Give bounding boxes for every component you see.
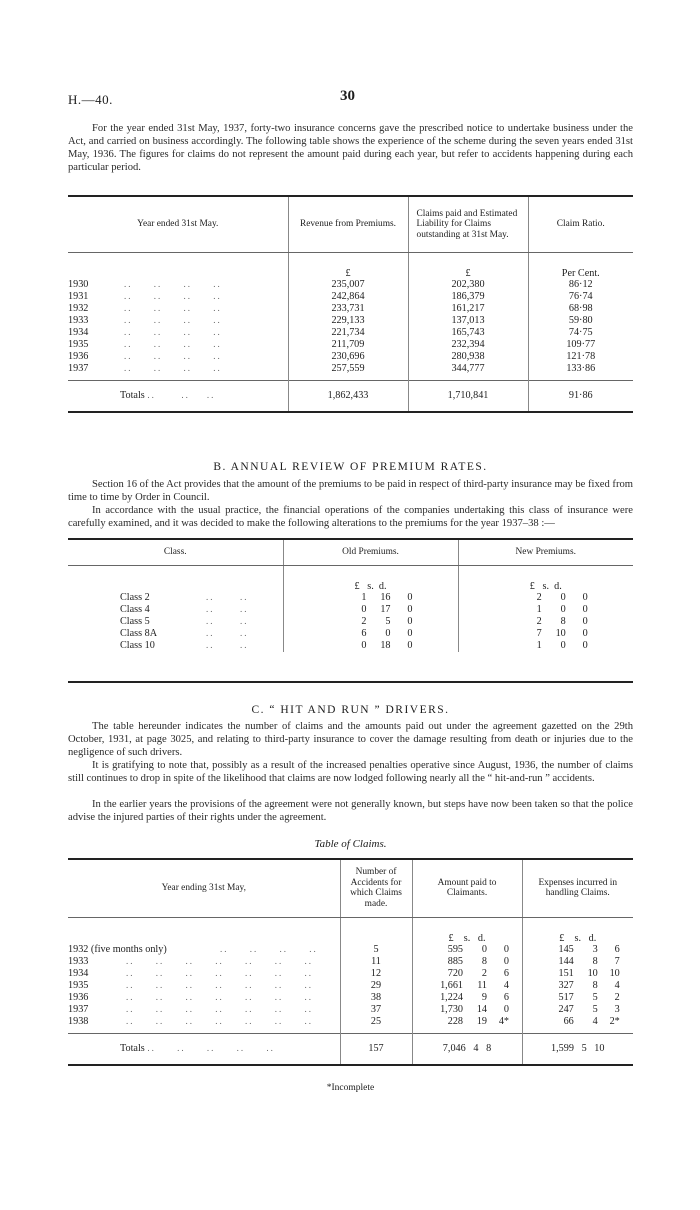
claims-cell: 232,394 [408, 339, 528, 351]
accidents-cell: 5 [340, 944, 412, 956]
leader-dots: .. .. .. .. .. .. .. [126, 1004, 313, 1014]
leader-dots: .. .. .. .. [124, 327, 222, 337]
class-cell [68, 604, 283, 616]
year-value: 1934 [68, 327, 89, 338]
accidents-cell: 38 [340, 992, 412, 1004]
header-revenue: Revenue from Premiums. [288, 196, 408, 252]
pence-value: 0 [407, 592, 413, 603]
ratio-cell: 74·75 [528, 327, 633, 339]
pence-value: 2* [609, 1015, 620, 1027]
pence-value: 10 [609, 968, 620, 979]
new-premium-cell [458, 640, 633, 652]
totals-row: Totals .. .. .. .. .. 157 7,046 4 8 1,599 5 10 [68, 1033, 633, 1065]
year-value: 1935 [68, 980, 89, 991]
pounds-value: 6 [361, 628, 367, 639]
leader-dots: .. .. .. .. .. .. .. [126, 992, 313, 1002]
class-cell [68, 640, 283, 652]
pence-value: 0 [503, 956, 509, 967]
header-expenses: Expenses incurred in handling Claims. [522, 859, 633, 917]
year-value: 1936 [68, 351, 89, 362]
new-premium-cell [458, 616, 633, 628]
claim-ratio-table [68, 195, 633, 413]
revenue-cell: 230,696 [288, 351, 408, 363]
shillings-value: 0 [560, 640, 566, 651]
pence-value: 0 [407, 616, 413, 627]
class-value: Class 5 [120, 616, 150, 627]
amount-paid-cell [412, 992, 522, 1004]
totals-revenue: 1,862,433 [288, 380, 408, 412]
year-cell [68, 291, 288, 303]
table-row [68, 303, 633, 315]
leader-dots: .. .. [206, 628, 249, 638]
class-value: Class 4 [120, 604, 150, 615]
pence-value: 6 [503, 968, 509, 979]
pounds-value: 247 [558, 1004, 574, 1015]
old-premium-cell [283, 640, 458, 652]
class-value: Class 8A [120, 628, 158, 639]
leader-dots: .. .. .. .. [124, 291, 222, 301]
page-header [68, 88, 633, 108]
pounds-value: 1 [361, 592, 367, 603]
unit-claims: £ [408, 252, 528, 279]
expenses-cell [522, 1016, 633, 1034]
pence-value: 0 [582, 592, 588, 603]
intro-paragraph: For the year ended 31st May, 1937, forty-two insurance concerns gave the prescribed notice to undertake business under the Act, and carried on business accordingly. The following table shows the experience of the scheme during the seven years ended 31st May, 1936. The figures for claims do not represent the amount paid during each year, but refer to accidents happening during each particular period. [68, 123, 633, 173]
table-row [68, 351, 633, 363]
accidents-cell: 37 [340, 1004, 412, 1016]
leader-dots: .. .. .. .. [124, 339, 222, 349]
unit-pound: £ [529, 580, 535, 592]
amount-paid-cell [412, 1016, 522, 1034]
expenses-cell [522, 992, 633, 1004]
pence-value: 0 [582, 604, 588, 615]
claims-cell: 186,379 [408, 291, 528, 303]
claims-cell: 344,777 [408, 363, 528, 381]
pounds-value: 1,730 [440, 1004, 463, 1015]
pence-value: 4 [614, 980, 620, 991]
totals-claims: 1,710,841 [408, 380, 528, 412]
expenses-cell [522, 1004, 633, 1016]
table-row [68, 1016, 633, 1034]
header-year: Year ended 31st May. [68, 196, 288, 252]
year-cell [68, 956, 340, 968]
year-cell [68, 339, 288, 351]
shillings-value: 16 [380, 592, 391, 603]
year-value: 1936 [68, 992, 89, 1003]
shillings-value: 0 [560, 592, 566, 603]
totals-ratio: 91·86 [528, 380, 633, 412]
pounds-value: 1 [536, 604, 542, 615]
revenue-cell: 221,734 [288, 327, 408, 339]
leader-dots: .. .. .. .. .. .. .. [126, 956, 313, 966]
class-cell [68, 616, 283, 628]
pounds-value: 327 [558, 980, 574, 991]
amount-paid-cell [412, 968, 522, 980]
header-new-premiums: New Premiums. [458, 539, 633, 565]
year-value: 1935 [68, 339, 89, 350]
shillings-value: 10 [555, 628, 566, 639]
table-row [68, 968, 633, 980]
shillings-value: 0 [560, 604, 566, 615]
unit-paid-lsd [412, 917, 522, 944]
pounds-value: 2 [361, 616, 367, 627]
table-row [68, 327, 633, 339]
shillings-value: 8 [592, 956, 598, 967]
class-cell [68, 592, 283, 604]
totals-accidents: 157 [340, 1033, 412, 1065]
leader-dots: .. .. .. .. .. .. .. [126, 1015, 313, 1026]
revenue-cell: 229,133 [288, 315, 408, 327]
accidents-cell: 12 [340, 968, 412, 980]
unit-pound: £ [559, 932, 565, 944]
pence-value: 3 [614, 1004, 620, 1015]
ratio-cell: 109·77 [528, 339, 633, 351]
ratio-cell: 86·12 [528, 279, 633, 291]
expenses-cell [522, 956, 633, 968]
section-b-para-2: In accordance with the usual practice, the financial operations of the companies undertaking this class of insurance were carefully examined, and it was decided to make the following alterations to the premiums for the year 1937–38 :— [68, 505, 633, 529]
amount-paid-cell [412, 980, 522, 992]
new-premium-cell [458, 628, 633, 640]
leader-dots: .. .. .. .. .. .. .. [126, 968, 313, 978]
table-row [68, 363, 633, 381]
year-cell [68, 363, 288, 381]
expenses-cell [522, 944, 633, 956]
header-year-ending: Year ending 31st May, [68, 859, 340, 917]
section-b-para-1: Section 16 of the Act provides that the amount of the premiums to be paid in respect of third-party insurance may be fixed from time to time by Order in Council. [68, 479, 634, 503]
unit-old-lsd [283, 565, 458, 592]
header-old-premiums: Old Premiums. [283, 539, 458, 565]
pence-value: 0 [407, 604, 413, 615]
pounds-value: 66 [563, 1015, 574, 1027]
footnote: *Incomplete [326, 1083, 375, 1093]
table-row [68, 279, 633, 291]
premiums-table-bottom-rule [68, 681, 633, 683]
document-code: H.—40. [68, 92, 113, 107]
leader-dots: .. .. .. .. [124, 351, 222, 361]
shillings-value: 5 [385, 616, 391, 627]
amount-paid-cell [412, 944, 522, 956]
section-b-title: B. ANNUAL REVIEW OF PREMIUM RATES. [213, 461, 488, 473]
pence-value: 2 [614, 992, 620, 1003]
pounds-value: 0 [361, 604, 367, 615]
unit-pence: d. [477, 932, 486, 944]
header-claims: Claims paid and Estimated Liability for Claims outstanding at 31st May. [408, 196, 528, 252]
totals-label: Totals [120, 1043, 145, 1054]
claims-cell: 161,217 [408, 303, 528, 315]
ratio-cell: 121·78 [528, 351, 633, 363]
table-row [68, 604, 633, 616]
unit-ratio: Per Cent. [528, 252, 633, 279]
shillings-value: 3 [592, 944, 598, 955]
year-value: 1937 [68, 362, 89, 374]
unit-pound: £ [354, 580, 360, 592]
leader-dots: .. .. [206, 604, 249, 614]
year-value: 1937 [68, 1004, 89, 1015]
shillings-value: 5 [592, 1004, 598, 1015]
leader-dots: .. .. .. .. [124, 303, 222, 313]
pounds-value: 145 [558, 944, 574, 955]
year-cell [68, 279, 288, 291]
year-value: 1933 [68, 315, 89, 326]
pounds-value: 2 [536, 616, 542, 627]
pence-value: 0 [407, 640, 413, 651]
pence-value: 7 [614, 956, 620, 967]
pence-value: 4 [503, 980, 509, 991]
accidents-cell: 29 [340, 980, 412, 992]
table-row [68, 956, 633, 968]
unit-pence: d. [554, 580, 562, 592]
claims-cell: 137,013 [408, 315, 528, 327]
table-row [68, 592, 633, 604]
table-row [68, 315, 633, 327]
claims-cell: 202,380 [408, 279, 528, 291]
table-row [68, 980, 633, 992]
pounds-value: 1 [536, 640, 542, 651]
revenue-cell: 211,709 [288, 339, 408, 351]
leader-dots: .. .. .. .. [124, 315, 222, 325]
unit-pound: £ [448, 932, 454, 944]
leader-dots: .. .. [206, 592, 249, 602]
section-c-title: C. “ HIT AND RUN ” DRIVERS. [251, 704, 450, 716]
pounds-value: 517 [558, 992, 574, 1003]
totals-expenses: 1,599 5 10 [522, 1033, 633, 1065]
shillings-value: 18 [380, 640, 391, 651]
totals-paid: 7,046 4 8 [412, 1033, 522, 1065]
year-value: 1938 [68, 1015, 89, 1027]
table-row [68, 616, 633, 628]
pounds-value: 2 [536, 592, 542, 603]
pence-value: 0 [582, 616, 588, 627]
revenue-cell: 233,731 [288, 303, 408, 315]
ratio-cell: 133·86 [528, 363, 633, 381]
old-premium-cell [283, 616, 458, 628]
shillings-value: 14 [476, 1004, 487, 1015]
shillings-value: 0 [385, 628, 391, 639]
premiums-table [68, 538, 633, 652]
accidents-cell: 25 [340, 1016, 412, 1034]
pounds-value: 595 [447, 944, 463, 955]
unit-expenses-lsd [522, 917, 633, 944]
table-row [68, 339, 633, 351]
leader-dots: .. .. .. .. [124, 362, 222, 373]
unit-new-lsd [458, 565, 633, 592]
section-c-para-1: The table hereunder indicates the number of claims and the amounts paid out under the agreement gazetted on the 29th October, 1931, at page 3025, and relating to third-party insurance to cover the damage resulting from death or injuries due to the negligence of such drivers. [68, 721, 633, 758]
class-value: Class 2 [120, 592, 150, 603]
page-number: 30 [340, 88, 355, 104]
unit-pence: d. [588, 932, 597, 944]
section-c-para-3: In the earlier years the provisions of the agreement were not generally known, but steps have now been taken so that the police advise the injured parties of their rights under the agreement. [68, 799, 633, 823]
year-cell [68, 351, 288, 363]
pence-value: 0 [503, 1004, 509, 1015]
pence-value: 4* [498, 1015, 509, 1027]
expenses-cell [522, 968, 633, 980]
year-value: 1931 [68, 291, 89, 302]
unit-shilling: s. [463, 932, 471, 944]
shillings-value: 2 [481, 968, 487, 979]
totals-row: Totals .. .. .. 1,862,433 1,710,841 91·86 [68, 380, 633, 412]
pounds-value: 228 [447, 1015, 463, 1027]
claims-cell: 165,743 [408, 327, 528, 339]
amount-paid-cell [412, 1004, 522, 1016]
table-row [68, 1004, 633, 1016]
pounds-value: 720 [447, 968, 463, 979]
shillings-value: 0 [481, 944, 487, 955]
shillings-value: 8 [560, 616, 566, 627]
table-row [68, 992, 633, 1004]
ratio-cell: 76·74 [528, 291, 633, 303]
year-cell [68, 327, 288, 339]
section-c-para-2: It is gratifying to note that, possibly as a result of the increased penalties operative since August, 1936, the number of claims still continues to drop in spite of the likelihood that claims are now lodged following nearly all the “ hit-and-run ” accidents. [68, 760, 633, 784]
unit-revenue: £ [288, 252, 408, 279]
table-row [68, 291, 633, 303]
table-row [68, 944, 633, 956]
pence-value: 0 [582, 628, 588, 639]
expenses-cell [522, 980, 633, 992]
table-row [68, 628, 633, 640]
header-ratio: Claim Ratio. [528, 196, 633, 252]
pence-value: 0 [582, 640, 588, 651]
old-premium-cell [283, 628, 458, 640]
pounds-value: 1,224 [440, 992, 463, 1003]
new-premium-cell [458, 592, 633, 604]
pence-value: 6 [614, 944, 620, 955]
pounds-value: 7 [536, 628, 542, 639]
year-cell [68, 944, 340, 956]
year-cell [68, 968, 340, 980]
unit-pence: d. [378, 580, 387, 592]
header-amount-paid: Amount paid to Claimants. [412, 859, 522, 917]
new-premium-cell [458, 604, 633, 616]
year-cell [68, 303, 288, 315]
leader-dots: .. .. .. .. [124, 279, 222, 289]
revenue-cell: 235,007 [288, 279, 408, 291]
shillings-value: 5 [592, 992, 598, 1003]
leader-dots: .. .. [206, 640, 249, 650]
pounds-value: 144 [558, 956, 574, 967]
pounds-value: 885 [447, 956, 463, 967]
year-cell [68, 1004, 340, 1016]
class-cell [68, 628, 283, 640]
leader-dots: .. .. .. .. .. .. .. [126, 980, 313, 990]
year-cell [68, 1016, 340, 1034]
shillings-value: 19 [476, 1015, 487, 1027]
year-value: 1934 [68, 968, 89, 979]
old-premium-cell [283, 592, 458, 604]
year-cell [68, 315, 288, 327]
class-value: Class 10 [120, 640, 155, 651]
ratio-cell: 59·80 [528, 315, 633, 327]
shillings-value: 9 [481, 992, 487, 1003]
shillings-value: 17 [380, 604, 391, 615]
pounds-value: 1,661 [440, 980, 463, 991]
table-row [68, 640, 633, 652]
shillings-value: 11 [477, 980, 487, 991]
unit-shilling: s. [574, 932, 581, 944]
shillings-value: 4 [592, 1015, 598, 1027]
revenue-cell: 242,864 [288, 291, 408, 303]
unit-shilling: s. [367, 580, 374, 592]
year-cell [68, 980, 340, 992]
old-premium-cell [283, 604, 458, 616]
header-class: Class. [68, 539, 283, 565]
hit-and-run-claims-table [68, 858, 633, 1066]
ratio-cell: 68·98 [528, 303, 633, 315]
pounds-value: 0 [361, 640, 367, 651]
shillings-value: 10 [587, 968, 598, 979]
unit-shilling: s. [542, 580, 549, 592]
shillings-value: 8 [481, 956, 487, 967]
year-value: 1932 (five months only) [68, 944, 167, 955]
accidents-cell: 11 [340, 956, 412, 968]
year-value: 1930 [68, 279, 89, 290]
pence-value: 6 [503, 992, 509, 1003]
totals-label: Totals [120, 390, 145, 401]
shillings-value: 8 [592, 980, 598, 991]
leader-dots: .. .. .. .. [220, 944, 318, 954]
pence-value: 0 [503, 944, 509, 955]
year-value: 1932 [68, 303, 89, 314]
year-value: 1933 [68, 956, 89, 967]
table-caption: Table of Claims. [314, 838, 387, 850]
claims-cell: 280,938 [408, 351, 528, 363]
revenue-cell: 257,559 [288, 363, 408, 381]
leader-dots: .. .. [206, 616, 249, 626]
year-cell [68, 992, 340, 1004]
pence-value: 0 [407, 628, 413, 639]
amount-paid-cell [412, 956, 522, 968]
pounds-value: 151 [558, 968, 574, 979]
header-accidents: Number of Accidents for which Claims made. [340, 859, 412, 917]
